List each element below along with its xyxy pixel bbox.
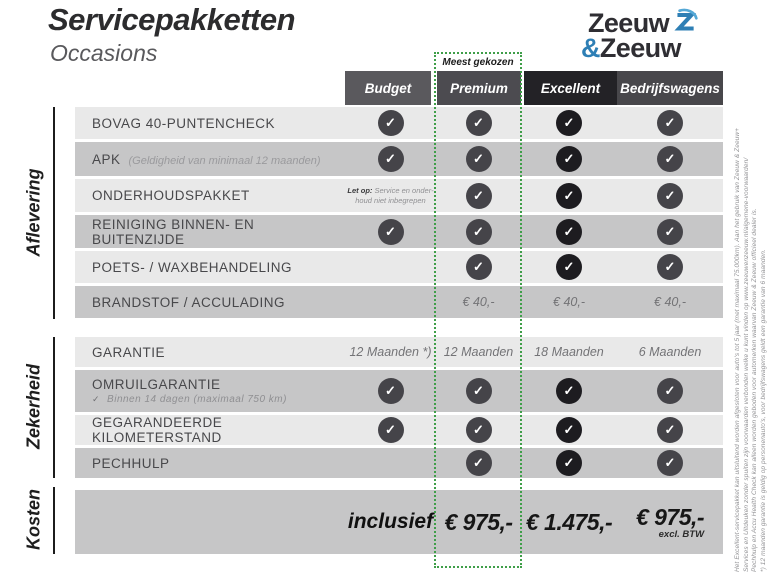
disclaimer-line: Het Excellent-servicepakket kan uitsluitend worden afgesloten voor auto's tot 5 jaar (met maximaal 75.000km). Aan het gebruik van Zeeuw & Zeeuw+ [734,127,741,572]
disclaimer-line: Pechhulp en Accu Health Check kan alleen worden geboden voor automerken waarvan Zeeuw & Zeeuw officieel dealer is. [751,208,759,572]
aflevering-section-line [53,107,55,319]
table-cell [345,110,436,136]
table-cell [617,345,723,359]
kosten-cell-premium [436,509,521,536]
kosten-premium-value: € 975,- [444,508,513,535]
table-cell [436,183,521,209]
kosten-section-line [53,487,55,554]
check-icon: ✓ [378,378,404,404]
kosten-row [75,490,723,554]
page-title: Servicepakketten [48,2,296,37]
check-icon: ✓ [657,146,683,172]
table-row [75,142,723,176]
check-icon: ✓ [657,254,683,280]
table-cell [521,183,617,209]
check-icon: ✓ [556,183,582,209]
check-icon: ✓ [556,146,582,172]
table-cell [436,219,521,245]
table-row [75,415,723,445]
table-cell [436,345,521,359]
table-cell [345,146,436,172]
check-icon: ✓ [657,110,683,136]
check-icon: ✓ [556,254,582,280]
check-icon: ✓ [466,110,492,136]
table-cell [617,219,723,245]
table-cell [617,110,723,136]
table-cell [436,146,521,172]
table-cell [521,219,617,245]
table-cell [345,219,436,245]
cell-value: 12 Maanden *) [349,345,432,359]
table-cell [345,186,436,206]
feature-subnote: ✓ Binnen 14 dagen (maximaal 750 km) [92,394,287,405]
check-icon: ✓ [556,219,582,245]
table-cell [521,450,617,476]
column-header-budget: Budget [345,71,431,105]
section-label-zekerheid: Zekerheid [23,363,44,450]
kosten-excellent-value: € 1.475,- [525,508,613,535]
table-row [75,337,723,367]
check-icon: ✓ [378,417,404,443]
feature-label: BRANDSTOF / ACCULADING [92,294,286,310]
feature-label: OMRUILGARANTIE ✓ Binnen 14 dagen (maximaal 750 km) [75,377,345,405]
column-header-premium: Premium [437,71,521,105]
table-row [75,448,723,478]
check-icon: ✓ [556,110,582,136]
kosten-bedrijfswagens-note: excl. BTW [658,529,705,540]
check-icon: ✓ [466,146,492,172]
kosten-bedrijfswagens-value: € 975,- [635,504,705,530]
table-cell [521,110,617,136]
table-cell [521,378,617,404]
table-row [75,286,723,318]
table-cell [521,146,617,172]
cell-value: € 40,- [462,295,495,309]
table-cell [436,378,521,404]
kosten-cell-excellent [521,509,617,536]
check-icon: ✓ [466,219,492,245]
small-check-icon: ✓ [92,394,101,404]
feature-label: GARANTIE [92,344,166,360]
table-cell [345,345,436,359]
check-icon: ✓ [466,183,492,209]
section-label-kosten: Kosten [23,489,44,551]
table-cell [617,417,723,443]
table-cell [436,254,521,280]
column-header-excellent: Excellent [524,71,617,105]
table-cell [617,295,723,309]
table-row [75,215,723,248]
kosten-budget-value: inclusief [347,510,434,533]
table-cell [617,183,723,209]
feature-inline-note: (Geldigheid van minimaal 12 maanden) [128,154,321,167]
zekerheid-section-line [53,337,55,478]
check-icon: ✓ [556,450,582,476]
table-cell [521,295,617,309]
disclaimer-line: Services en Uitdeuken zonder spuiten zijn voorwaarden verbonden welke u kunt vinden op www.zeeuwenzeeuw.nl/algemene-voorwaarden/ [742,157,750,572]
feature-label: POETS- / WAXBEHANDELING [92,259,293,275]
table-cell [436,110,521,136]
table-cell [345,417,436,443]
table-cell [617,450,723,476]
table-cell [521,254,617,280]
budget-note-bold: Let op: [347,185,375,195]
check-icon: ✓ [556,378,582,404]
check-icon: ✓ [657,450,683,476]
feature-label: GEGARANDEERDE KILOMETERSTAND [92,415,223,445]
cell-value: 12 Maanden [443,345,514,359]
disclaimer-line: *) 12 maanden garantie is geldig op personenauto's, voor bedrijfswagens geldt een garantie van 6 maanden. [759,249,767,572]
cell-value: € 40,- [654,295,686,309]
check-icon: ✓ [657,417,683,443]
feature-label: PECHHULP [92,455,170,471]
z-swoosh-icon [670,8,700,35]
check-icon: ✓ [657,219,683,245]
check-icon: ✓ [378,219,404,245]
check-icon: ✓ [466,378,492,404]
column-header-bedrijfswagens: Bedrijfswagens [617,71,723,105]
table-cell [521,417,617,443]
logo-line2: &Zeeuw [581,33,681,63]
feature-label: ONDERHOUDSPAKKET [92,188,250,203]
feature-label: BOVAG 40-PUNTENCHECK [92,115,276,131]
table-row [75,179,723,212]
page-subtitle: Occasions [50,40,158,66]
check-icon: ✓ [466,417,492,443]
disclaimer-text [734,80,768,572]
table-cell [436,450,521,476]
check-icon: ✓ [378,146,404,172]
zeeuw-zeeuw-logo [581,8,700,63]
kosten-cell-budget [345,510,436,534]
check-icon: ✓ [657,183,683,209]
check-icon: ✓ [466,254,492,280]
table-row [75,251,723,283]
kosten-cell-bedrijfswagens [617,504,723,540]
table-row [75,370,723,412]
cell-value: € 40,- [553,295,585,309]
cell-value: 18 Maanden [534,345,604,359]
table-cell [436,417,521,443]
budget-note: Let op: Service en onder- houd niet inbegrepen [347,185,434,205]
table-cell [345,378,436,404]
ampersand: & [581,33,600,63]
check-icon: ✓ [466,450,492,476]
table-cell [436,295,521,309]
table-cell [617,146,723,172]
table-cell [617,254,723,280]
feature-label: APK (Geldigheid van minimaal 12 maanden) [92,151,321,167]
logo-line1: Zeeuw [588,8,700,36]
table-cell [617,378,723,404]
check-icon: ✓ [378,110,404,136]
check-icon: ✓ [556,417,582,443]
table-cell [521,345,617,359]
meest-gekozen-badge: Meest gekozen [436,54,520,71]
table-row [75,107,723,139]
section-label-aflevering: Aflevering [23,168,44,257]
feature-label: REINIGING BINNEN- EN BUITENZIJDE [92,216,255,247]
cell-value: 6 Maanden [638,345,702,359]
check-icon: ✓ [657,378,683,404]
